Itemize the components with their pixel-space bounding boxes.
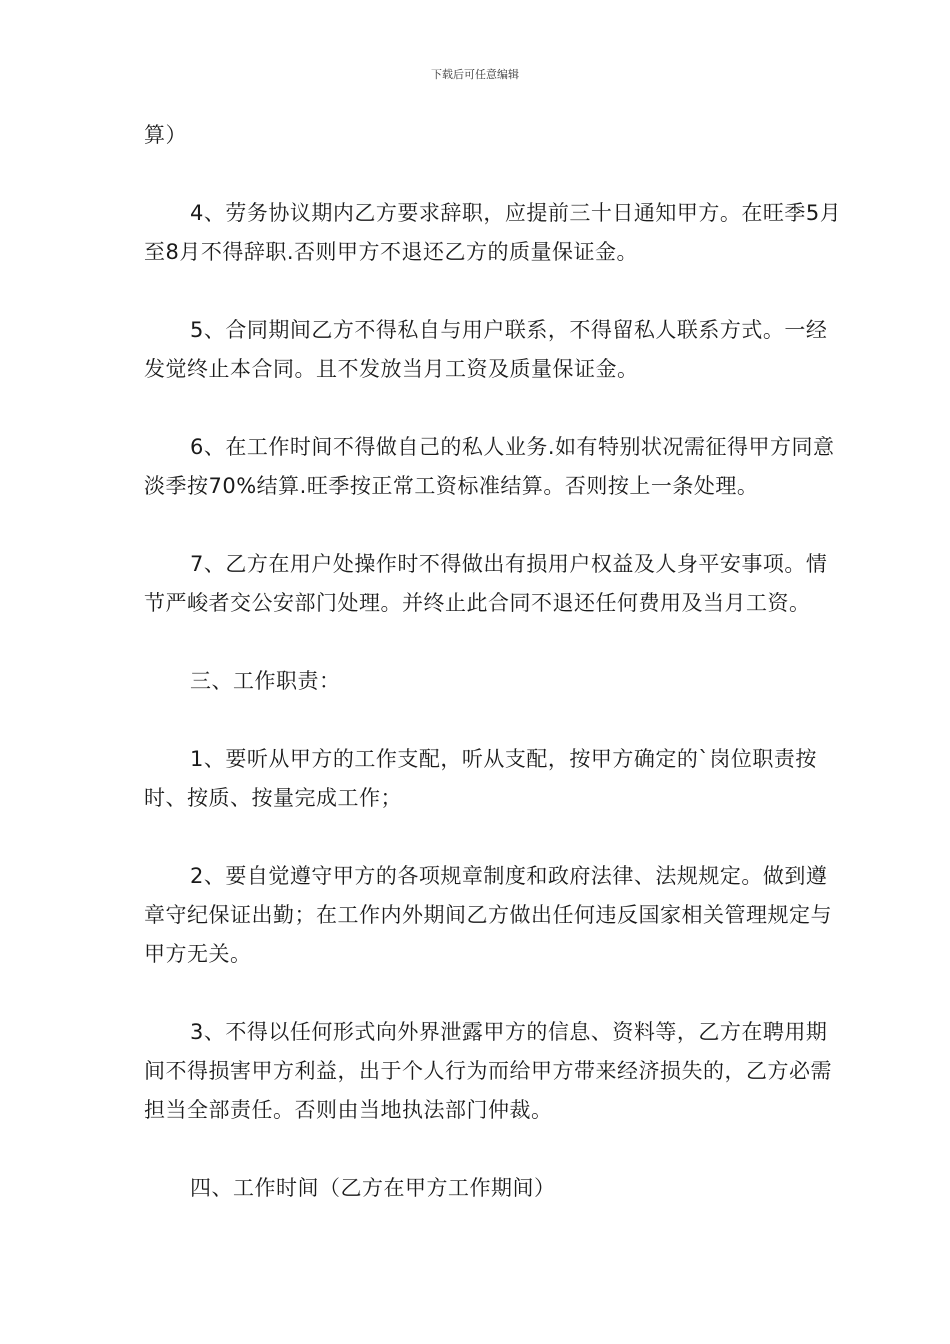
paragraph-duty-3: 3、不得以任何形式向外界泄露甲方的信息、资料等，乙方在聘用期间不得损害甲方利益，出于个人行为而给甲方带来经济损失的，乙方必需担当全部责任。否则由当地执法部门仲裁。 bbox=[144, 1020, 832, 1122]
paragraph-clause-6: 6、在工作时间不得做自己的私人业务.如有特别状况需征得甲方同意淡季按70%结算.旺季按正常工资标准结算。否则按上一条处理。 bbox=[144, 435, 835, 498]
paragraph-clause-4: 4、劳务协议期内乙方要求辞职，应提前三十日通知甲方。在旺季5月至8月不得辞职.否则甲方不退还乙方的质量保证金。 bbox=[144, 201, 842, 264]
paragraph-continuation: 算） bbox=[144, 123, 187, 147]
section-heading-work-time: 四、工作时间（乙方在甲方工作期间） bbox=[190, 1176, 556, 1200]
paragraph-duty-2: 2、要自觉遵守甲方的各项规章制度和政府法律、法规规定。做到遵章守纪保证出勤；在工作内外期间乙方做出任何违反国家相关管理规定与甲方无关。 bbox=[144, 864, 832, 966]
paragraph-clause-7: 7、乙方在用户处操作时不得做出有损用户权益及人身平安事项。情节严峻者交公安部门处理。并终止此合同不退还任何费用及当月工资。 bbox=[144, 552, 828, 615]
paragraph-clause-5: 5、合同期间乙方不得私自与用户联系，不得留私人联系方式。一经发觉终止本合同。且不发放当月工资及质量保证金。 bbox=[144, 318, 828, 381]
section-heading-duties: 三、工作职责： bbox=[190, 669, 341, 693]
document-body bbox=[144, 116, 844, 1247]
page-header: 下载后可任意编辑 bbox=[431, 68, 519, 81]
paragraph-duty-1: 1、要听从甲方的工作支配，听从支配，按甲方确定的`岗位职责按时、按质、按量完成工作； bbox=[144, 747, 817, 810]
